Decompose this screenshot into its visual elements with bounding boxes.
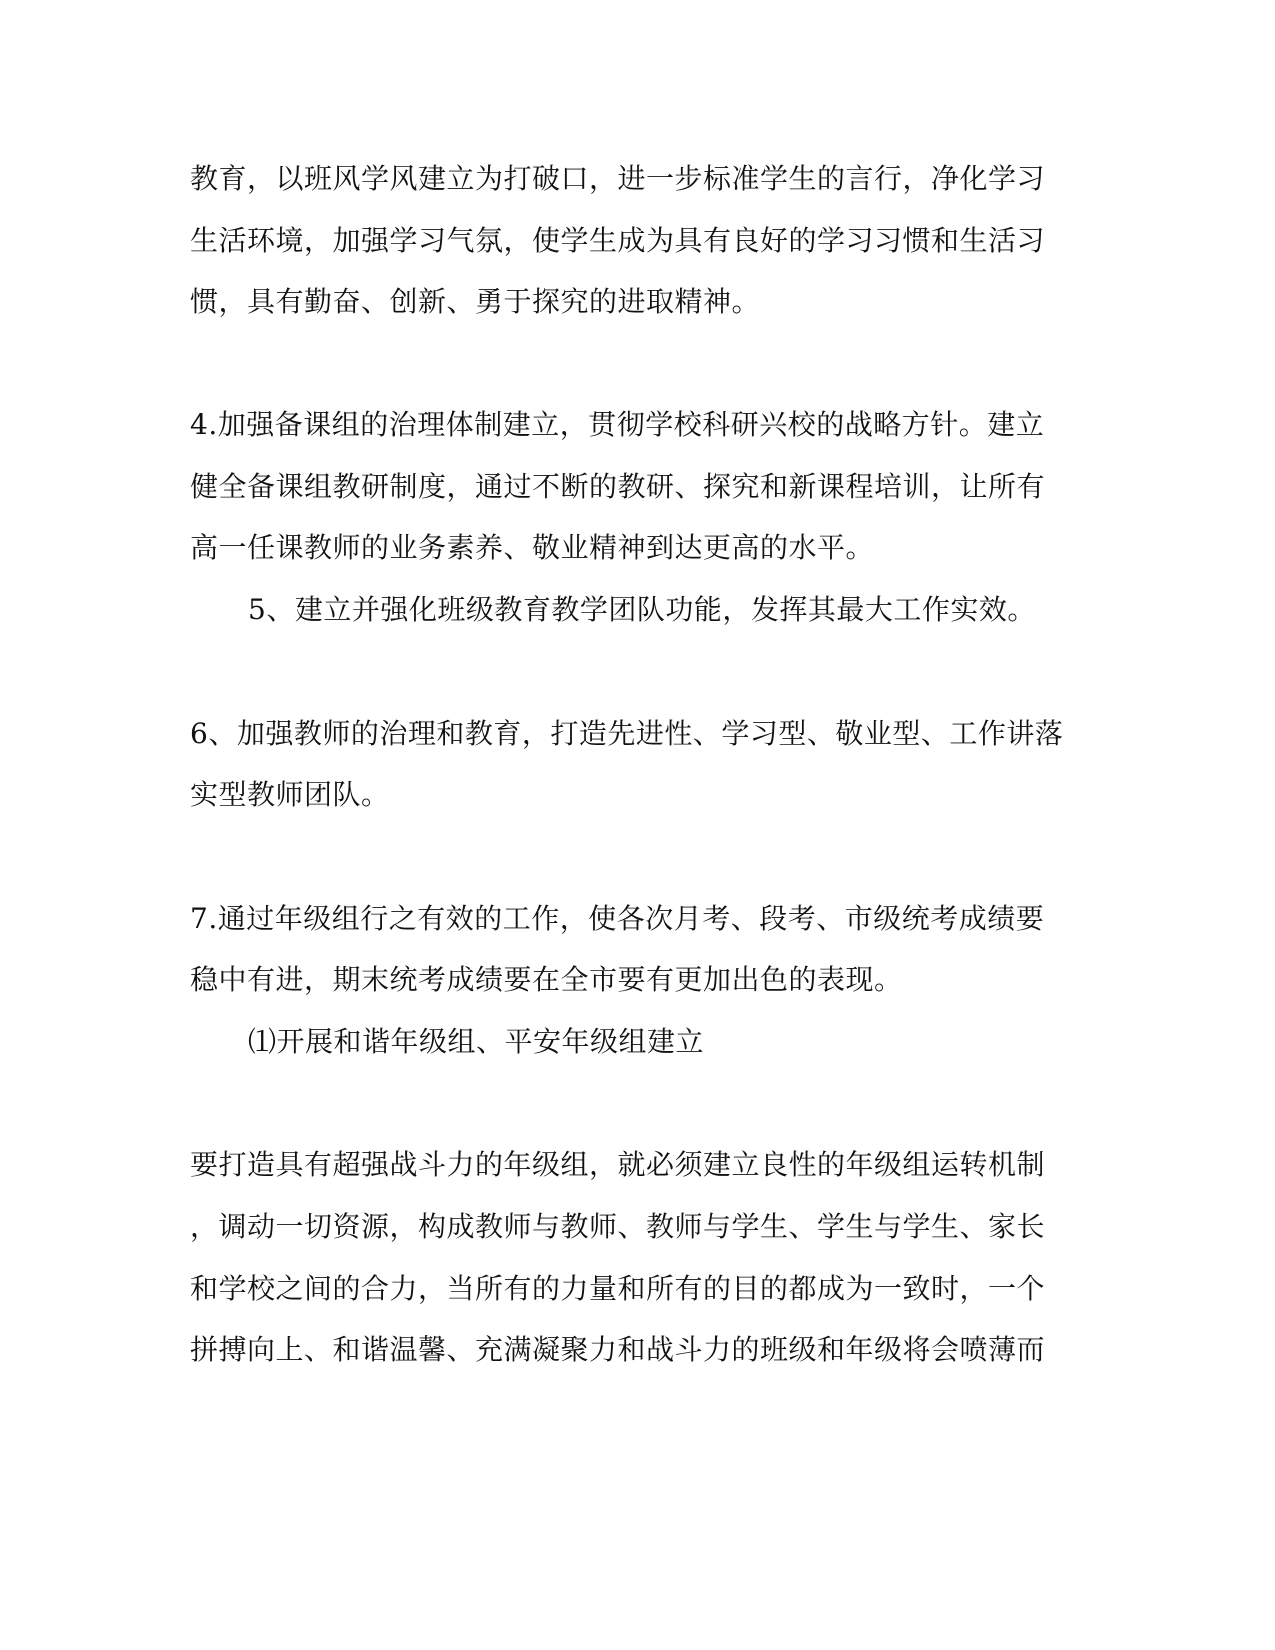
paragraph-8-line-2: ，调动一切资源，构成教师与教师、教师与学生、学生与学生、家长 (190, 1210, 1046, 1243)
subheading-1: ⑴开展和谐年级组、平安年级组建立 (248, 1025, 705, 1058)
paragraph-6-line-1: 6、加强教师的治理和教育，打造先进性、学习型、敬业型、工作讲落 (190, 717, 1064, 750)
paragraph-8-line-4: 拼搏向上、和谐温馨、充满凝聚力和战斗力的班级和年级将会喷薄而 (190, 1333, 1046, 1366)
paragraph-1-line-1: 教育，以班风学风建立为打破口，进一步标准学生的言行，净化学习 (190, 162, 1046, 195)
paragraph-1-line-3: 惯，具有勤奋、创新、勇于探究的进取精神。 (190, 285, 761, 318)
paragraph-8-line-3: 和学校之间的合力，当所有的力量和所有的目的都成为一致时，一个 (190, 1272, 1046, 1305)
paragraph-7-line-1: 7.通过年级组行之有效的工作，使各次月考、段考、市级统考成绩要 (190, 902, 1045, 935)
paragraph-4-line-1: 4.加强备课组的治理体制建立，贯彻学校科研兴校的战略方针。建立 (190, 408, 1045, 441)
paragraph-6-line-2: 实型教师团队。 (190, 778, 390, 811)
paragraph-5: 5、建立并强化班级教育教学团队功能，发挥其最大工作实效。 (248, 593, 1036, 626)
paragraph-1-line-2: 生活环境，加强学习气氛，使学生成为具有良好的学习习惯和生活习 (190, 224, 1046, 257)
paragraph-4-line-3: 高一任课教师的业务素养、敬业精神到达更高的水平。 (190, 531, 875, 564)
paragraph-7-line-2: 稳中有进，期末统考成绩要在全市要有更加出色的表现。 (190, 963, 903, 996)
paragraph-4-line-2: 健全备课组教研制度，通过不断的教研、探究和新课程培训，让所有 (190, 470, 1046, 503)
paragraph-8-line-1: 要打造具有超强战斗力的年级组，就必须建立良性的年级组运转机制 (190, 1148, 1046, 1181)
